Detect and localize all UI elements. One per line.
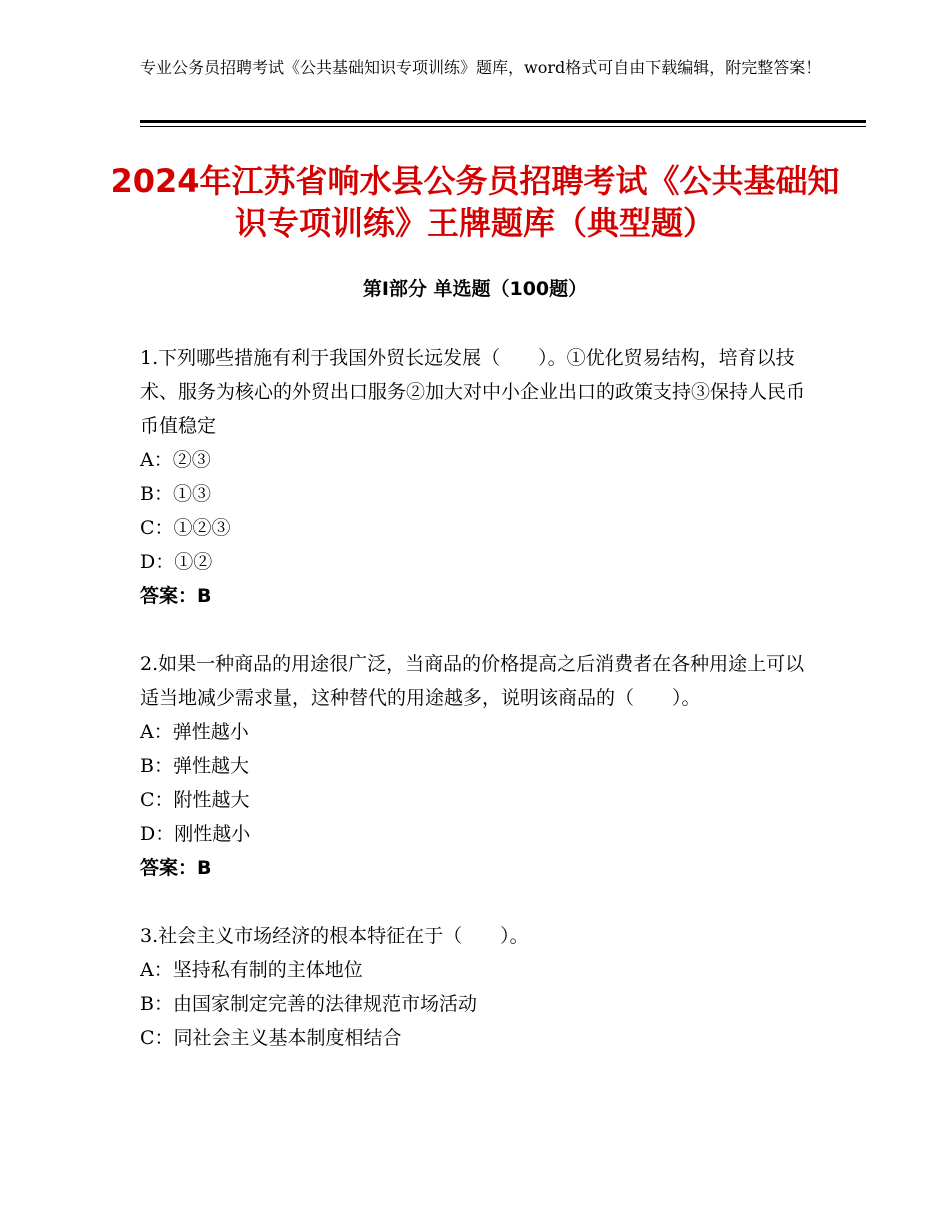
document-title: 2024年江苏省响水县公务员招聘考试《公共基础知识专项训练》王牌题库（典型题） [110, 162, 840, 242]
question-3 [140, 919, 810, 1055]
option-c: C：同社会主义基本制度相结合 [140, 1027, 402, 1049]
option-c: C：①②③ [140, 517, 231, 539]
answer-line: 答案：B [140, 585, 212, 607]
section-heading: 第Ⅰ部分 单选题（100题） [362, 278, 588, 300]
question-list [140, 341, 810, 1089]
option-b: B：弹性越大 [140, 755, 249, 777]
option-a: A：②③ [140, 449, 211, 471]
option-a: A：弹性越小 [140, 721, 249, 743]
question-stem: 3.社会主义市场经济的根本特征在于（ ）。 [140, 925, 529, 947]
header-rule-thin [140, 126, 866, 127]
question-stem: 2.如果一种商品的用途很广泛，当商品的价格提高之后消费者在各种用途上可以适当地减少需求量，这种替代的用途越多，说明该商品的（ ）。 [140, 653, 805, 709]
option-c: C：附性越大 [140, 789, 250, 811]
option-b: B：由国家制定完善的法律规范市场活动 [140, 993, 477, 1015]
question-1 [140, 341, 810, 613]
answer-line: 答案：B [140, 857, 212, 879]
question-stem: 1.下列哪些措施有利于我国外贸长远发展（ ）。①优化贸易结构，培育以技术、服务为核心的外贸出口服务②加大对中小企业出口的政策支持③保持人民币币值稳定 [140, 347, 806, 437]
option-b: B：①③ [140, 483, 211, 505]
option-d: D：①② [140, 551, 213, 573]
header-note: 专业公务员招聘考试《公共基础知识专项训练》题库，word格式可自由下载编辑，附完整答案！ [140, 58, 822, 77]
option-a: A：坚持私有制的主体地位 [140, 959, 363, 981]
option-d: D：刚性越小 [140, 823, 251, 845]
question-2 [140, 647, 810, 885]
header-rule-thick [140, 120, 866, 123]
